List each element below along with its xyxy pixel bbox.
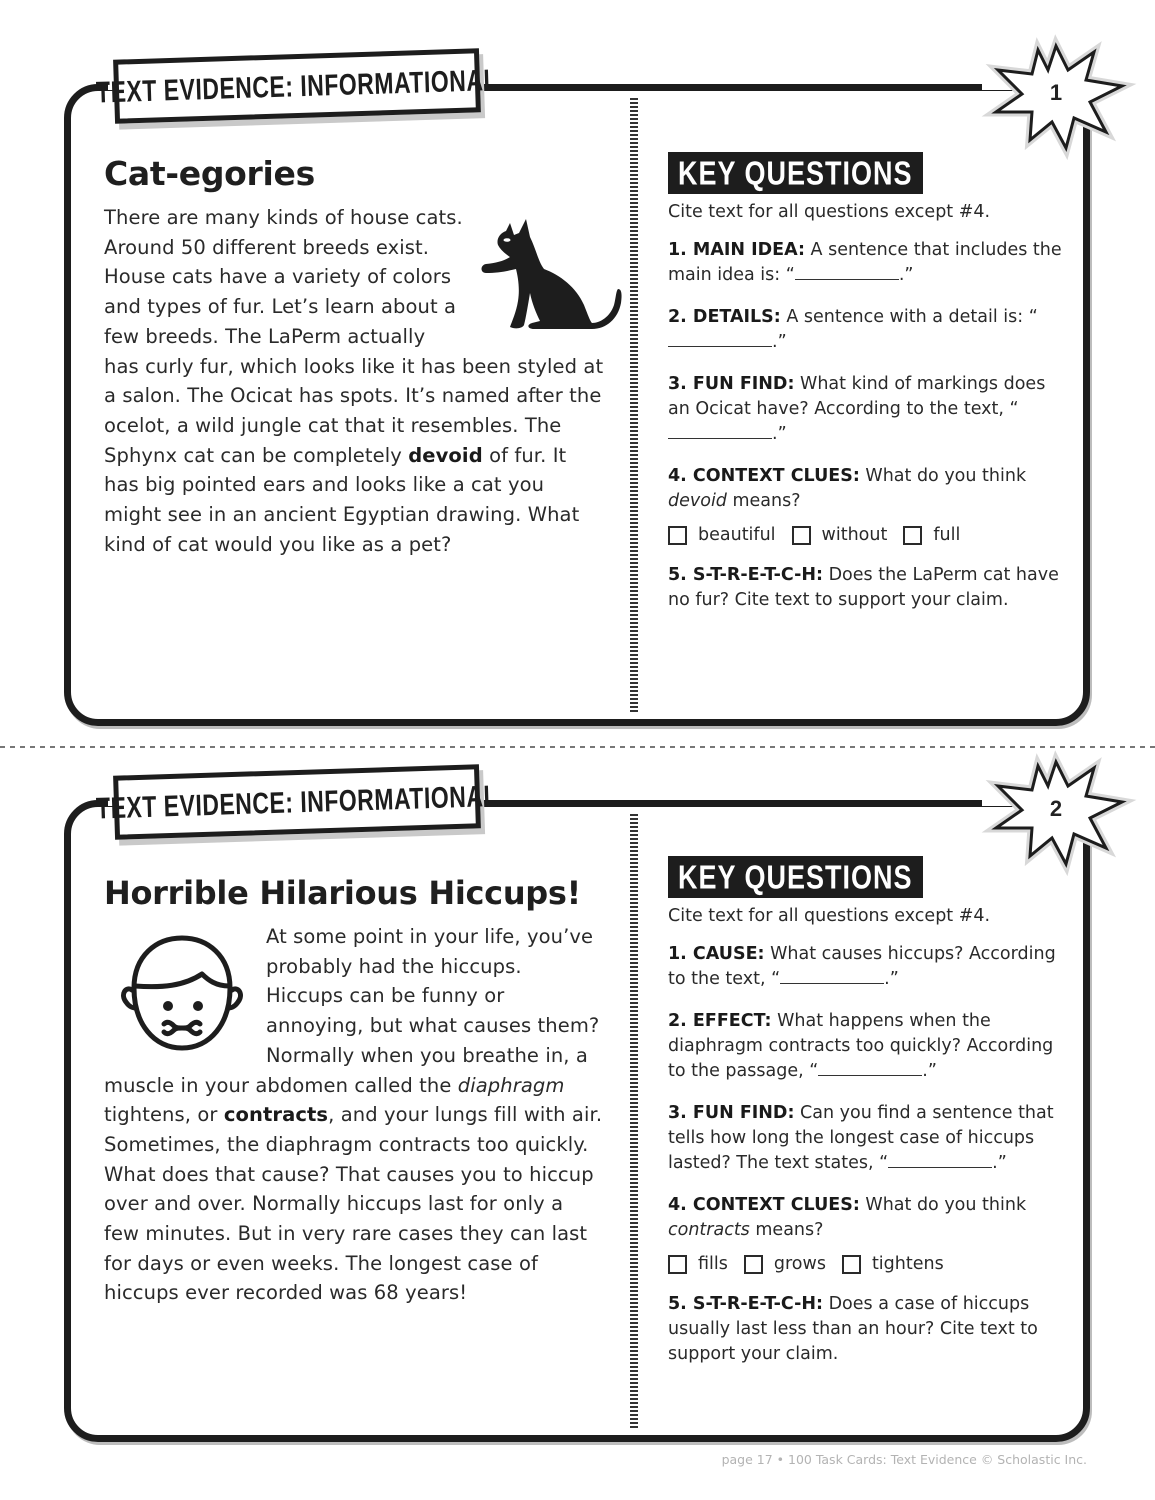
checkbox[interactable] [668, 1255, 687, 1274]
vocab-word: devoid [408, 443, 483, 467]
card-number: 1 [1049, 80, 1063, 105]
cut-line [0, 746, 1155, 748]
questions-column [668, 856, 1063, 1384]
questions-column [668, 152, 1063, 630]
option-fills[interactable]: fills [668, 1254, 728, 1274]
answer-blank[interactable] [795, 266, 899, 280]
question-2: 2. EFFECT: What happens when the diaphragm contracts too quickly? According to the passage, “ .” [668, 1011, 1054, 1081]
option-without[interactable]: without [792, 525, 888, 545]
question-4: 4. CONTEXT CLUES: What do you think contracts means? [668, 1195, 1027, 1240]
question-5: 5. S-T-R-E-T-C-H: Does the LaPerm cat have no fur? Cite text to support your claim. [668, 565, 1059, 610]
passage-title: Horrible Hilarious Hiccups! [104, 874, 581, 912]
passage-text: At some point in your life, you’ve probably had the hiccups. Hiccups can be funny or annoying, but what causes them? Normally when you breathe in, a muscle in your abdomen called the diaphragm tightens, or contracts, and your lungs fill with air. Sometimes, the diaphragm contracts too quickly. What does that cause? That causes you to hiccup over and over. Normally hiccups last for only a few minutes. But in very rare cases they can last for days or even weeks. The longest case of hiccups ever recorded was 68 years! [104, 925, 603, 1305]
category-tag [95, 764, 499, 839]
task-card-2 [64, 778, 1090, 1442]
passage-column [104, 154, 604, 559]
cat-silhouette-icon [474, 209, 624, 334]
question-2: 2. DETAILS: A sentence with a detail is: “.” [668, 307, 1038, 352]
task-card-1 [64, 62, 1090, 726]
column-divider [630, 814, 638, 1428]
answer-blank[interactable] [780, 970, 884, 984]
question-4: 4. CONTEXT CLUES: What do you think devoid means? [668, 466, 1027, 511]
passage-column [104, 874, 604, 1308]
answer-blank[interactable] [818, 1062, 922, 1076]
instruction-text: Cite text for all questions except #4. [668, 906, 991, 926]
checkbox[interactable] [744, 1255, 763, 1274]
passage-title: Cat-egories [104, 154, 315, 193]
instruction-text: Cite text for all questions except #4. [668, 202, 991, 222]
answer-blank[interactable] [888, 1154, 992, 1168]
checkbox[interactable] [903, 526, 922, 545]
checkbox[interactable] [668, 526, 687, 545]
vocab-word: contracts [223, 1103, 329, 1127]
answer-blank[interactable] [668, 425, 772, 439]
category-tag-label: TEXT EVIDENCE: INFORMATIONAL [95, 778, 499, 825]
checkbox[interactable] [842, 1255, 861, 1274]
card-number: 2 [1049, 796, 1063, 821]
question-5: 5. S-T-R-E-T-C-H: Does a case of hiccups usually last less than an hour? Cite text to support your claim. [668, 1294, 1038, 1364]
key-questions-header: KEY QUESTIONS [668, 856, 923, 898]
option-full[interactable]: full [903, 525, 960, 545]
question-3: 3. FUN FIND: Can you find a sentence that tells how long the longest case of hiccups lasted? The text states, “ .” [668, 1103, 1054, 1173]
question-1: 1. MAIN IDEA: A sentence that includes the main idea is: “ .” [668, 240, 1062, 285]
key-questions-header: KEY QUESTIONS [668, 152, 923, 194]
question-1: 1. CAUSE: What causes hiccups? According to the text, “ .” [668, 944, 1056, 989]
passage-text: There are many kinds of house cats. Around 50 different breeds exist. House cats have a variety of colors and types of fur. Let’s learn about a few breeds. The LaPerm actually has curly fur, which looks like it has been styled at a salon. The Ocicat has spots. It’s named after the ocelot, a wild jungle cat that it resembles. The Sphynx cat can be completely devoid of fur. It has big pointed ears and looks like a cat you might see in an ancient Egyptian drawing. What kind of cat would you like as a pet? [104, 203, 604, 559]
option-tightens[interactable]: tightens [842, 1254, 944, 1274]
option-beautiful[interactable]: beautiful [668, 525, 776, 545]
checkbox[interactable] [792, 526, 811, 545]
card-number-burst [986, 756, 1126, 868]
question-3: 3. FUN FIND: What kind of markings does an Ocicat have? According to the text, “.” [668, 374, 1046, 444]
answer-options [668, 525, 1063, 545]
hiccup-face-icon [112, 928, 252, 1058]
card-number-burst [986, 40, 1126, 152]
page-footer: page 17 • 100 Task Cards: Text Evidence © Scholastic Inc. [721, 1452, 1087, 1467]
answer-options [668, 1254, 1063, 1274]
answer-blank[interactable] [668, 333, 772, 347]
option-grows[interactable]: grows [744, 1254, 826, 1274]
column-divider [630, 98, 638, 712]
category-tag-label: TEXT EVIDENCE: INFORMATIONAL [95, 62, 499, 109]
category-tag [95, 48, 499, 123]
